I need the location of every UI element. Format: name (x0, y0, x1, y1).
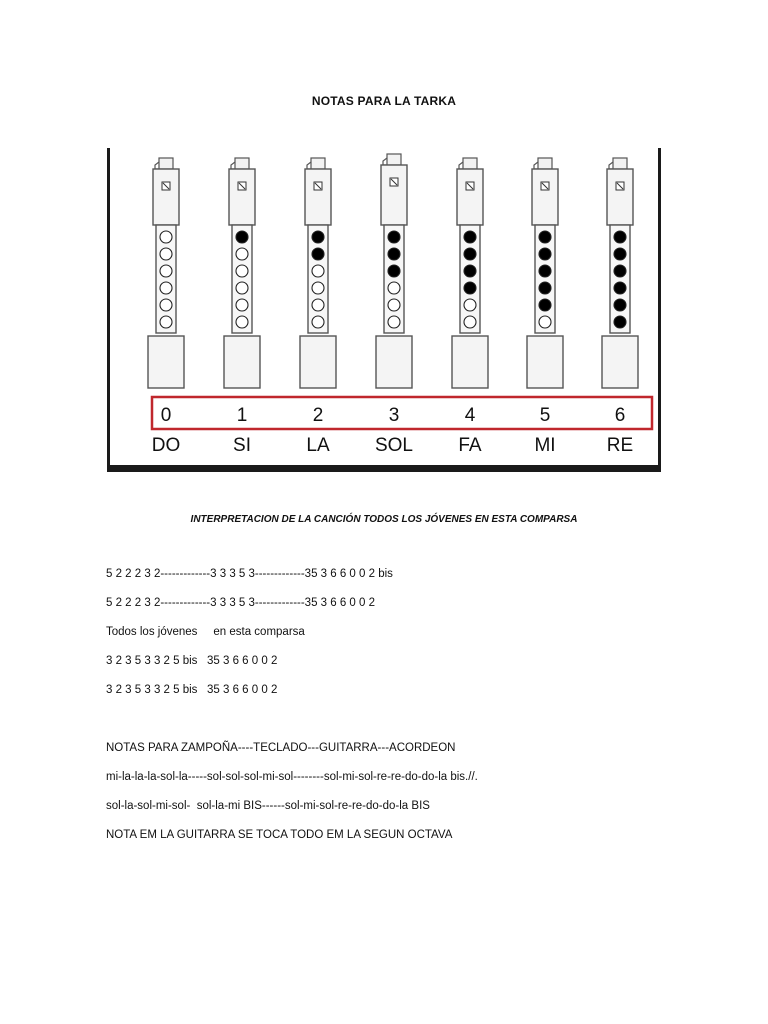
closed-hole (464, 282, 476, 294)
closed-hole (388, 248, 400, 260)
closed-hole (614, 282, 626, 294)
open-hole (236, 299, 248, 311)
open-hole (388, 299, 400, 311)
closed-hole (614, 231, 626, 243)
notation-line: 3 2 3 5 3 3 2 5 bis 35 3 6 6 0 0 2 (106, 655, 278, 667)
tarka-instrument (224, 158, 260, 388)
open-hole (464, 316, 476, 328)
open-hole (539, 316, 551, 328)
tarka-foot (602, 336, 638, 388)
tarka-head (457, 169, 483, 225)
closed-hole (388, 265, 400, 277)
closed-hole (614, 316, 626, 328)
tarka-head (153, 169, 179, 225)
open-hole (236, 282, 248, 294)
open-hole (236, 248, 248, 260)
open-hole (160, 282, 172, 294)
tarka-cap (235, 158, 249, 169)
open-hole (388, 316, 400, 328)
closed-hole (312, 231, 324, 243)
tarka-cap (538, 158, 552, 169)
notes-line: mi-la-la-la-sol-la-----sol-sol-sol-mi-sol--------sol-mi-sol-re-re-do-do-la bis.//. (106, 771, 478, 783)
closed-hole (388, 231, 400, 243)
tarka-head (607, 169, 633, 225)
tarka-cap (613, 158, 627, 169)
open-hole (312, 316, 324, 328)
tarka-cap-edge (307, 162, 311, 169)
tarka-head (381, 165, 407, 225)
guitar-note: NOTA EM LA GUITARRA SE TOCA TODO EM LA SEGUN OCTAVA (106, 829, 453, 841)
note-name-label: MI (534, 435, 556, 456)
open-hole (160, 265, 172, 277)
open-hole (160, 231, 172, 243)
closed-hole (614, 265, 626, 277)
note-name-label: LA (306, 435, 330, 456)
closed-hole (464, 231, 476, 243)
tarka-foot (452, 336, 488, 388)
tarka-head (229, 169, 255, 225)
note-name-label: SI (233, 435, 251, 456)
tarka-foot (527, 336, 563, 388)
closed-hole (614, 248, 626, 260)
note-name-label: RE (606, 435, 634, 456)
closed-hole (614, 299, 626, 311)
numbers-box (152, 397, 652, 429)
closed-hole (236, 231, 248, 243)
note-name-label: SOL (374, 435, 414, 456)
tarka-cap (311, 158, 325, 169)
tarka-cap (387, 154, 401, 165)
open-hole (236, 265, 248, 277)
closed-hole (312, 248, 324, 260)
page-title: NOTAS PARA LA TARKA (311, 94, 457, 108)
open-hole (160, 248, 172, 260)
tarka-diagram-svg (110, 148, 658, 465)
closed-hole (539, 248, 551, 260)
open-hole (312, 265, 324, 277)
tarka-cap-edge (383, 158, 387, 165)
notes-line: sol-la-sol-mi-sol- sol-la-mi BIS------sol-mi-sol-re-re-do-do-la BIS (106, 800, 430, 812)
hole-count-label: 5 (539, 405, 551, 426)
tarka-cap (159, 158, 173, 169)
tarka-instrument (452, 158, 488, 388)
hole-count-label: 2 (312, 405, 324, 426)
notation-line: 3 2 3 5 3 3 2 5 bis 35 3 6 6 0 0 2 (106, 684, 278, 696)
hole-count-label: 3 (388, 405, 400, 426)
open-hole (464, 299, 476, 311)
hole-count-label: 4 (464, 405, 476, 426)
tarka-instrument (602, 158, 638, 388)
song-subtitle: INTERPRETACION DE LA CANCIÓN TODOS LOS JÓVENES EN ESTA COMPARSA (190, 514, 578, 525)
open-hole (160, 316, 172, 328)
tarka-cap-edge (155, 162, 159, 169)
closed-hole (464, 248, 476, 260)
tarka-foot (148, 336, 184, 388)
closed-hole (539, 231, 551, 243)
tarka-instrument (527, 158, 563, 388)
closed-hole (539, 299, 551, 311)
hole-count-label: 1 (236, 405, 248, 426)
open-hole (236, 316, 248, 328)
open-hole (312, 282, 324, 294)
hole-count-label: 6 (614, 405, 626, 426)
closed-hole (539, 282, 551, 294)
notation-line: 5 2 2 2 3 2-------------3 3 3 5 3-------------35 3 6 6 0 0 2 (106, 597, 376, 609)
note-name-label: FA (458, 435, 482, 456)
tarka-head (532, 169, 558, 225)
instruments-heading: NOTAS PARA ZAMPOÑA----TECLADO---GUITARRA---ACORDEON (106, 742, 456, 754)
tarka-foot (224, 336, 260, 388)
closed-hole (539, 265, 551, 277)
notation-line: 5 2 2 2 3 2-------------3 3 3 5 3-------------35 3 6 6 0 0 2 bis (106, 568, 393, 580)
tarka-instrument (376, 154, 412, 388)
open-hole (388, 282, 400, 294)
tarka-instrument (148, 158, 184, 388)
tarka-cap (463, 158, 477, 169)
open-hole (160, 299, 172, 311)
open-hole (312, 299, 324, 311)
tarka-instrument (300, 158, 336, 388)
note-name-label: DO (151, 435, 181, 456)
tarka-fingering-chart (107, 148, 661, 472)
tarka-cap-edge (231, 162, 235, 169)
closed-hole (464, 265, 476, 277)
tarka-foot (376, 336, 412, 388)
tarka-cap-edge (459, 162, 463, 169)
tarka-head (305, 169, 331, 225)
lyrics-line: Todos los jóvenes en esta comparsa (106, 626, 305, 638)
hole-count-label: 0 (160, 405, 172, 426)
tarka-foot (300, 336, 336, 388)
